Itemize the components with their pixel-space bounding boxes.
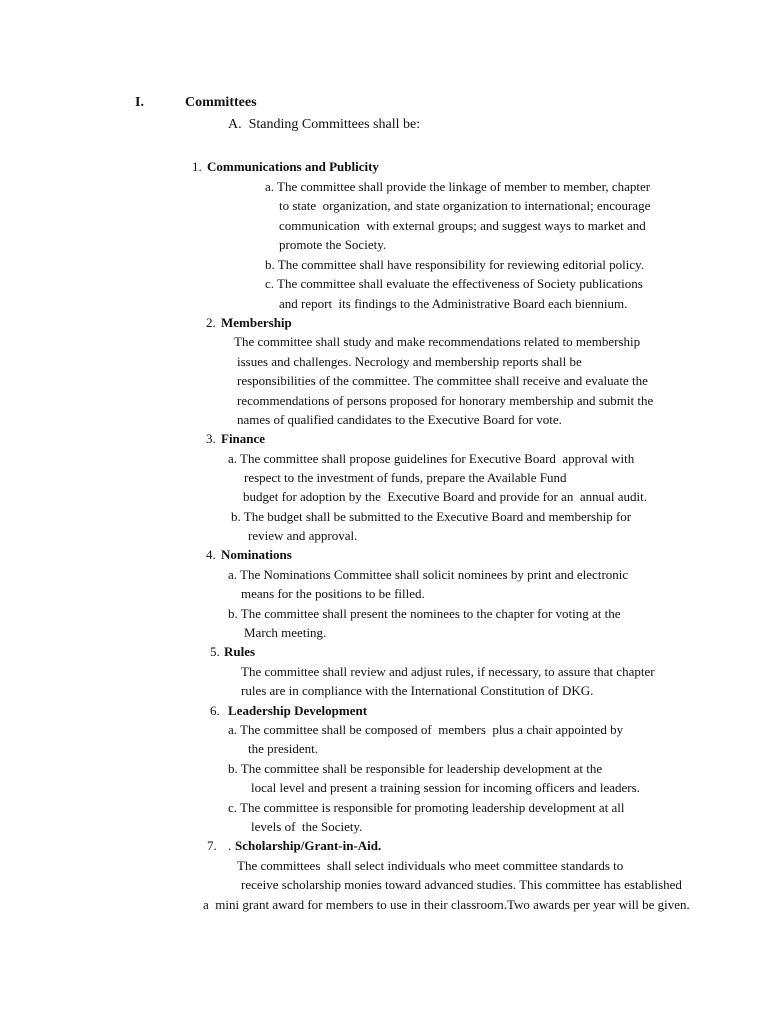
body-line: a. The committee shall provide the linkage of member to member, chapter bbox=[265, 179, 651, 194]
body-line: to state organization, and state organization to international; encourage bbox=[279, 198, 651, 213]
committee-title: Leadership Development bbox=[228, 703, 368, 718]
body-line: b. The committee shall present the nominees to the chapter for voting at the bbox=[228, 606, 621, 621]
body-line: c. The committee shall evaluate the effectiveness of Society publications bbox=[265, 276, 643, 291]
section-title: Committees bbox=[185, 95, 257, 110]
item-number: 3. bbox=[206, 431, 216, 446]
body-line: b. The budget shall be submitted to the Executive Board and membership for bbox=[231, 509, 632, 524]
committee-title: Communications and Publicity bbox=[207, 159, 379, 174]
committee-title: Finance bbox=[221, 431, 266, 446]
body-line: means for the positions to be filled. bbox=[241, 586, 425, 601]
body-line: recommendations of persons proposed for honorary membership and submit the bbox=[237, 393, 654, 408]
item-number: 5. bbox=[210, 644, 220, 659]
body-line: promote the Society. bbox=[279, 237, 387, 252]
item-number: 4. bbox=[206, 547, 216, 562]
body-line: the president. bbox=[248, 741, 319, 756]
body-line: levels of the Society. bbox=[251, 819, 363, 834]
body-line: local level and present a training session for incoming officers and leaders. bbox=[251, 780, 640, 795]
item-number: 2. bbox=[206, 315, 216, 330]
committee-title: Scholarship/Grant-in-Aid. bbox=[235, 838, 382, 853]
body-line: a. The committee shall propose guidelines for Executive Board approval with bbox=[228, 451, 635, 466]
body-line: a. The committee shall be composed of members plus a chair appointed by bbox=[228, 722, 624, 737]
body-line: b. The committee shall have responsibility for reviewing editorial policy. bbox=[265, 257, 645, 272]
item-number: 7. bbox=[207, 838, 217, 853]
body-line: rules are in compliance with the International Constitution of DKG. bbox=[241, 683, 594, 698]
body-line: communication with external groups; and suggest ways to market and bbox=[279, 218, 646, 233]
item-number: 6. bbox=[210, 703, 220, 718]
committee-title: Rules bbox=[224, 644, 256, 659]
body-line: names of qualified candidates to the Executive Board for vote. bbox=[237, 412, 562, 427]
body-line: March meeting. bbox=[244, 625, 327, 640]
body-line: The committees shall select individuals who meet committee standards to bbox=[237, 858, 624, 873]
body-line: c. The committee is responsible for promoting leadership development at all bbox=[228, 800, 625, 815]
subheading: A. Standing Committees shall be: bbox=[228, 117, 421, 132]
body-line: and report its findings to the Administrative Board each biennium. bbox=[279, 296, 628, 311]
committee-title: Membership bbox=[221, 315, 292, 330]
body-line: The committee shall review and adjust rules, if necessary, to assure that chapter bbox=[241, 664, 655, 679]
body-line: a mini grant award for members to use in their classroom.Two awards per year will be given. bbox=[203, 897, 690, 912]
body-line: responsibilities of the committee. The committee shall receive and evaluate the bbox=[237, 373, 648, 388]
body-line: review and approval. bbox=[248, 528, 358, 543]
body-line: respect to the investment of funds, prepare the Available Fund bbox=[244, 470, 567, 485]
body-line: budget for adoption by the Executive Board and provide for an annual audit. bbox=[243, 489, 647, 504]
body-line: receive scholarship monies toward advanced studies. This committee has established bbox=[241, 877, 682, 892]
body-line: issues and challenges. Necrology and membership reports shall be bbox=[237, 354, 582, 369]
body-line: The committee shall study and make recommendations related to membership bbox=[234, 334, 641, 349]
body-line: b. The committee shall be responsible for leadership development at the bbox=[228, 761, 603, 776]
body-line: a. The Nominations Committee shall solicit nominees by print and electronic bbox=[228, 567, 629, 582]
stray-dot: . bbox=[228, 838, 232, 853]
item-number: 1. bbox=[192, 159, 202, 174]
committee-title: Nominations bbox=[221, 547, 292, 562]
section-numeral: I. bbox=[135, 95, 144, 110]
